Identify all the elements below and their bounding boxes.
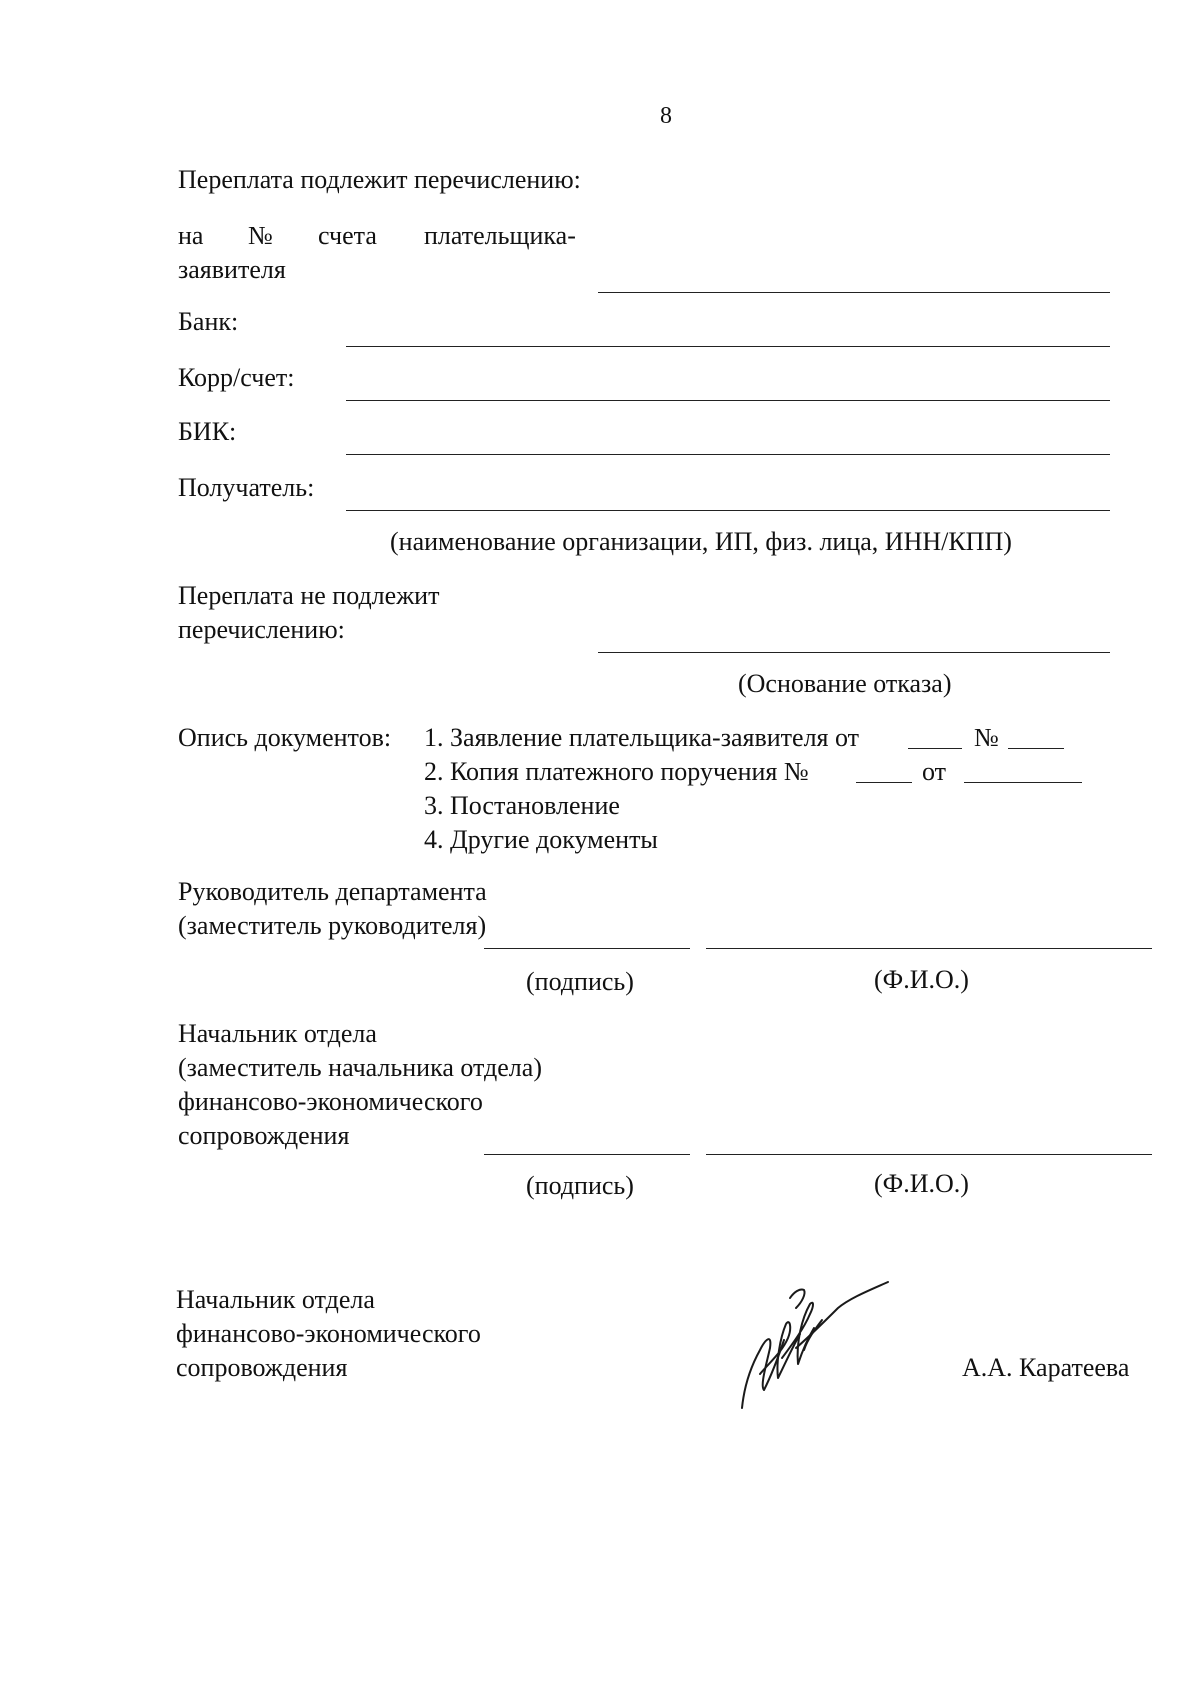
footer-line2: финансово-экономического (176, 1319, 481, 1348)
footer-line3: сопровождения (176, 1353, 348, 1382)
footer-line1: Начальник отдела (176, 1285, 375, 1314)
account-word-payer: плательщика- (424, 221, 576, 250)
signer1-signature-line (484, 948, 690, 949)
signer2-name-hint: (Ф.И.О.) (874, 1169, 969, 1198)
inventory-item-1: 1. Заявление плательщика-заявителя от (424, 723, 860, 752)
signer1-name-line (706, 948, 1152, 949)
signer2-name-line (706, 1154, 1152, 1155)
item2-number-line (856, 782, 912, 783)
refusal-line2: перечислению: (178, 615, 345, 644)
corr-account-label: Корр/счет: (178, 363, 295, 392)
recipient-hint: (наименование организации, ИП, физ. лица, ИНН/КПП) (390, 527, 1012, 556)
handwritten-signature (730, 1278, 890, 1418)
signer2-line4: сопровождения (178, 1121, 350, 1150)
refusal-hint: (Основание отказа) (738, 669, 952, 698)
recipient-label: Получатель: (178, 473, 315, 502)
recipient-line (346, 510, 1110, 511)
item1-number-line (1008, 748, 1064, 749)
page-number: 8 (660, 103, 672, 129)
account-word-scheta: счета (318, 221, 377, 250)
signer1-name-hint: (Ф.И.О.) (874, 965, 969, 994)
signer2-line3: финансово-экономического (178, 1087, 483, 1116)
signer2-line2: (заместитель начальника отдела) (178, 1053, 542, 1082)
bank-line (346, 346, 1110, 347)
item2-from: от (922, 757, 947, 786)
signer2-line1: Начальник отдела (178, 1019, 377, 1048)
footer-signer-name: А.А. Каратеева (962, 1353, 1130, 1382)
corr-account-line (346, 400, 1110, 401)
bank-label: Банк: (178, 307, 239, 336)
refusal-line1: Переплата не подлежит (178, 581, 440, 610)
signer1-sign-hint: (подпись) (526, 967, 634, 996)
signer1-line2: (заместитель руководителя) (178, 911, 487, 940)
inventory-item-2: 2. Копия платежного поручения № (424, 757, 809, 786)
item2-date-line (964, 782, 1082, 783)
item1-date-line (908, 748, 962, 749)
inventory-item-3: 3. Постановление (424, 791, 620, 820)
inventory-label: Опись документов: (178, 723, 392, 752)
inventory-item-4: 4. Другие документы (424, 825, 658, 854)
bik-label: БИК: (178, 417, 237, 446)
bik-line (346, 454, 1110, 455)
account-line2: заявителя (178, 255, 286, 284)
refusal-reason-line (598, 652, 1110, 653)
transfer-heading: Переплата подлежит перечислению: (178, 165, 581, 194)
account-number-line (598, 292, 1110, 293)
account-word-no: № (248, 221, 273, 250)
signer2-signature-line (484, 1154, 690, 1155)
account-word-na: на (178, 221, 204, 250)
signer1-line1: Руководитель департамента (178, 877, 487, 906)
signer2-sign-hint: (подпись) (526, 1171, 634, 1200)
item1-no: № (974, 723, 999, 752)
